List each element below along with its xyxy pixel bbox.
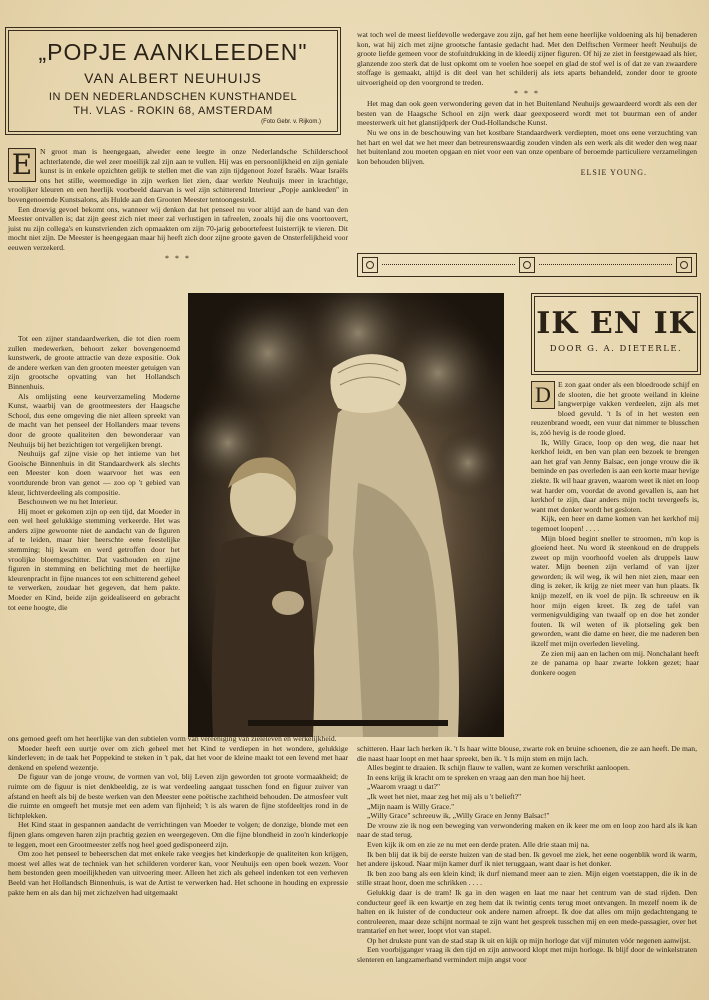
paragraph: Hij moet er gekomen zijn op een tijd, dat Moeder in een wel heel gelukkige stemming verkeerde. Het was anders zijne gewoonte niet de aandacht van de figuren af te leiden, maar hier heerschte eene feestelijke stemming; hij kwam en werd getroffen door het vroolijke bloemgeschitter. Dat vasthouden en zijne figuren in stemming en belichting met de heerlijke kleurenpracht in fijne nuances tot een schitterend geheel te verwerken, zoudaar het gegeven, dat hem pakte. Moeder en Kind, beide zijn geidealiseerd en gebracht tot eene hoogte, die (8, 506, 180, 612)
paragraph: Neuhuijs gaf zijne visie op het intieme van het Gooische Binnenhuis in dit Standaardwerk als slechts een Meester kon doen waarvoor het was een voortdurende bron van genot — zoo op 't gebied van kleur, lichtverdeeling als compositie. (8, 449, 180, 497)
paragraph: Moeder heeft een uurtje over om zich geheel met het Kind te verdiepen in het wondere, gelukkige kinderleven; in de taak het Poppekind te steken in 't pak, dat het voor de kleine maakt tot een levend met haar denkend en spelend wezentje. (8, 743, 348, 772)
paragraph: Gelukkig daar is de tram! Ik ga in den wagen en laat me naar het centrum van de stad rijden. Den conducteur geef ik een kwartje en zeg hem dat ik twintig cents terug moet ontvangen. In mezelf noem ik de halten en ik luister of de conducteur ook andere namen afroept. Ik doe dat alles om mijn gedachtengang te controleeren, maar deze schijnt normaal te zijn want het gesprek tusschen mij en een mede-passagier, over het tramtarief en het weer, loopt vlot van stapel. (357, 887, 697, 936)
paragraph: Tot een zijner standaardwerken, die tot dien roem zullen medewerken, behoort zeker bovengenoemd kunstwerk, de groote attractie van deze expositie. Ook de andere werken van den grooten meester getuigen van zijn grootsche opvatting van het Hollandsch Binnenhuis. (8, 334, 180, 391)
story-title: IK EN IK (536, 306, 696, 341)
drop-cap: E (8, 148, 36, 182)
paragraph: N groot man is heengegaan, alweder eene leegte in onze Nederlandsche Schilderschool achterlatende, die wel zeer moeilijk zal zijn aan te vullen. Hij was en persoonlijkheid en zijn geniale kunst is in enkele opzichten gelijk te stellen met die van zijn tijdgenoot Jozef Israëls. Waar Israëls ons het stille, weemoedige in zijn werken liet zien, daar werkte Neuhuijs meer in krachtige, vroolijker kleuren en een heerlijk voorbeeld daarvan is wel zijn schitterend Interieur „Popje aankleeden" in bovengenoemde Kunstsalons, als Hulde aan den Grooten Meester tentoongesteld. (8, 147, 348, 204)
article-venue: IN DEN NEDERLANDSCHEN KUNSTHANDEL (48, 91, 298, 103)
photo-credit: (Foto Gebr. v. Rijkom.) (261, 119, 321, 125)
paragraph: Als omlijsting eene keurverzameling Moderne Kunst, waarbij van de grootmeesters der Haagsche School, dus eene omgeving die niet alleen spreekt van de macht van het penseel der Hollanders maar tevens door de groote qualiteiten den bewonderaar van Neuhuijs bij het bezichtigen tot vergelijken brengt. (8, 391, 180, 449)
paragraph: E zon gaat onder als een bloedroode schijf en de slooten, die het groote weiland in kleine langwerpige vakken verdeelen, zijn als met bloed gevuld. 't Is of in het westen een reuzenbrand woedt, een vuur dat nimmer te blusschen is, zóó hevig is de roode gloed. (531, 380, 699, 437)
painting-photo (188, 293, 504, 737)
painting-image (188, 293, 504, 737)
paragraph: Nu we ons in de beschouwing van het kostbare Standaardwerk verdiepten, moet ons eene verzuchting van het hart en wel dat we het meer dan betreurenswaardig zouden vinden als een werk als dit weder den weg naar het buitenland zou moeten opgaan en niet voor een van onze openbare of beroemde particuliere verzamelingen kon behouden blijven. (357, 127, 697, 166)
paragraph: Mijn bloed begint sneller te stroomen, m'n kop is gloeiend heet. Nu word ik steenkoud en de druppels zweet op mijn voorhoofd voelen als druppels lauw water. Mijn beenen zijn verlamd of van ijzer geworden; ik wil weg, ik wil hen niet zien, maar een ding is zeker, ik krijg ze niet meer van hun plaats. Ik knijp mezelf, en ik voel de pijn. Ik schreeuw en ik hoor mijn eigen kreet. Ik zeg de tafel van vermenigvuldiging van twaalf op en doe het zonder fouten. Ik wil weten of ik plotseling gek ben geworden, want die dame en heer, die me naderen ben ikzelf met mijn overleden lieveling. (531, 533, 699, 649)
decorative-band (357, 253, 697, 277)
separator: * * * (165, 253, 191, 263)
paragraph: Om zoo het penseel te beheerschen dat met enkele rake veegjes het kinderkopje de qualiteiten kon krijgen, moest wel alles wat de techniek van het schilderen vorderer kan, voor Neuhuijs een open boek wezen. Voor hem bestonden geen moeilijkheden van uitvoering meer. Alleen het zich als geheel indenken tot een verheven Beeld van het Hollandsch Binnenhuis, is wat de Artist te verwerken had. Het schoone in houding en expressie pakte hem en als dan hij met zichzelven had uitgemaakt (8, 849, 348, 897)
divider (382, 264, 515, 266)
paragraph: Een voorbijganger vraag ik den tijd en zijn antwoord klopt met mijn horloge. Ik blijf door de winkelstraten slenteren en langzamerhand vermindert mijn angst voor (357, 945, 697, 965)
article-left-column (8, 334, 180, 612)
paragraph: Kijk, een heer en dame komen van het kerkhof mij tegemoet loopen! . . . . (531, 514, 699, 533)
paragraph: Ik ben blij dat ik bij de eerste huizen van de stad ben. Ik gevoel me ziek, het eene oogenblik word ik warm, het andere ijskoud. Naar mijn kamer durf ik niet teruggaan, want daar is het donker. (357, 849, 697, 869)
paragraph: Beschouwen we nu het Interieur. (18, 497, 118, 507)
article-continuation (357, 30, 697, 178)
ornament-icon (676, 257, 692, 273)
paragraph: Ik, Willy Grace, loop op den weg, die naar het kerkhof leidt, en ben van plan een bezoek te brengen aan het graf van Jenny Balsac, een jonge vrouw die ik beminde en pas overleden is aan een korte maar hevige ziekte. Ik wil haar graven, waarom weet ik niet en loop wat harder om, voordat de avond gevallen is, aan het kerkhof te zijn, daar anders mijn tocht tevergeefs is, want met donker wordt het gesloten. (531, 437, 699, 514)
paragraph: Een droevig gevoel bekomt ons, wanneer wij denken dat het penseel nu voor altijd aan de hand van den Meester ontvallen is; dat zijn geest zich niet meer zal verlustigen in tafreelen, zooals hij die ons voortoovert, juist nu zijn collega's en kunstvrienden zich opmaakten om zijn 70-jarig geboortefeest luisterrijk te vieren. Dit mocht niet zijn. De Meester is heengegaan maar hij heeft zich door zijne groote gaven de Onsterfelijkheid voor eeuwen verzekerd. (8, 204, 348, 252)
paragraph: ons gemoed geeft om het heerlijke van den subtielen vorm van vereeniging van zieleleven en werkelijkheid. (8, 734, 337, 743)
article-bottom (8, 734, 348, 897)
story-column (531, 380, 699, 677)
article-title-box (8, 30, 338, 132)
paragraph: Even kijk ik om en zie ze nu met een derde praten. Alle drie staan mij na. (367, 839, 590, 849)
paragraph: schitteren. Haar lach herken ik. 't Is haar witte blouse, zwarte rok en bruine schoenen, die ze aan heeft. De man, die naast haar loopt en met haar spreekt, ben ik. 't Is mijn stem en mijn lach. (357, 744, 697, 763)
paragraph: Ik ben zoo bang als een klein kind; ik durf niemand meer aan te zien. Mijn eigen voetstappen, die ik in de stille straat hoor, doen me schrikken . . . . (357, 868, 697, 888)
paragraph: Alles begint te draaien. Ik schijn flauw te vallen, want ze komen verschrikt aanloopen. (367, 763, 630, 773)
paragraph: „Willy Grace" schreeuw ik, „Willy Grace en Jenny Balsac!" (367, 811, 550, 821)
paragraph: In eens krijg ik kracht om te spreken en vraag aan den man hoe hij heet. (367, 772, 586, 782)
paragraph: Ze zien mij aan en lachen om mij. Nonchalant heeft ze de panama op haar zwarte lokken gezet; haar donkere oogen (531, 648, 699, 677)
paragraph: Het Kind staat in gespannen aandacht de verrichtingen van Moeder te volgen; de donzige, blonde met een fijnen glans omgeven haren zijn prachtig gezien en weergegeven. Om die fijne blondheid in zoo'n kinderkopje te leggen, moet een Grootmeester zelfs nog heel goed gedisponeerd zijn. (8, 820, 348, 849)
paragraph: „Waarom vraagt u dat?" (367, 782, 441, 792)
article-author: VAN ALBERT NEUHUIJS (84, 70, 262, 86)
story-author: DOOR G. A. DIETERLE. (549, 344, 683, 354)
ornament-icon (362, 257, 378, 273)
paragraph: „Mijn naam is Willy Grace." (367, 801, 455, 811)
drop-cap: D (531, 381, 555, 409)
paragraph: „Ik weet het niet, maar zeg het mij als u 't belieft?" (367, 791, 522, 801)
paragraph: wat toch wel de meest liefdevolle wedergave zou zijn, gaf het hem eene heerlijke voldoening als hij benaderen kon, wat hij zich met zijne grootsche fantasie gedacht had. Met den Delftschen Vermeer heeft Neuhuijs de groote liefde gemeen voor de stofuitdrukking in de kleedij zijner figuren. Of hij ze ziet in feestgewaad als hier, glanzende zoo sterk dat de lust opkomt om te voelen hoe soepel en glad de stof wel is of dat ze van zwaardere stoffage is gemaakt, altijd is dit deel van het schilderij als iets aparts behandeld, zonder door te groote uitvoerigheid op den voorgrond te treden. (357, 30, 697, 87)
signature: ELSIE YOUNG. (580, 168, 647, 178)
article-title: „POPJE AANKLEEDEN" (38, 39, 308, 65)
story-bottom (357, 744, 697, 965)
paragraph: Op het drukste punt van de stad stap ik uit en kijk op mijn horloge dat vijf minuten vóór negenen aanwijst. (367, 935, 691, 945)
divider (539, 264, 672, 266)
ornament-icon (519, 257, 535, 273)
article-intro (8, 147, 348, 264)
paragraph: Het mag dan ook geen verwondering geven dat in het Buitenland Neuhuijs gewaardeerd wordt als een der besten van de Haagsche School en zijn werk daar geexposeerd wordt met tot buurman een of ander meesterwerk uit het glanstijdperk der Oud-Hollandsche Kunst. (357, 99, 697, 128)
paragraph: De figuur van de jonge vrouw, de vormen van vol, blij Leven zijn geworden tot groote vormaakheid; de ruimte om de figuur is niet denkbeeldig, ze is wat verdeeling aangaat tusschen fond en figuur zuiver van afstand en heeft als bij de beste werken van den Meester eene poëtische zachtheid behouden. De atmosfeer vult die ruimte en omgeeft het mutsje met een adem van fijnheid; 't is als waren de fijne stofdeeltjes rond in de lichtplekken. (8, 772, 348, 820)
separator: * * * (514, 88, 540, 98)
story-title-box (531, 293, 701, 375)
paragraph: De vrouw zie ik nog een beweging van verwondering maken en ik keer me om en loop zoo hard als ik kan naar de stad terug. (357, 820, 697, 840)
article-address: TH. VLAS - ROKIN 68, AMSTERDAM (73, 105, 273, 117)
